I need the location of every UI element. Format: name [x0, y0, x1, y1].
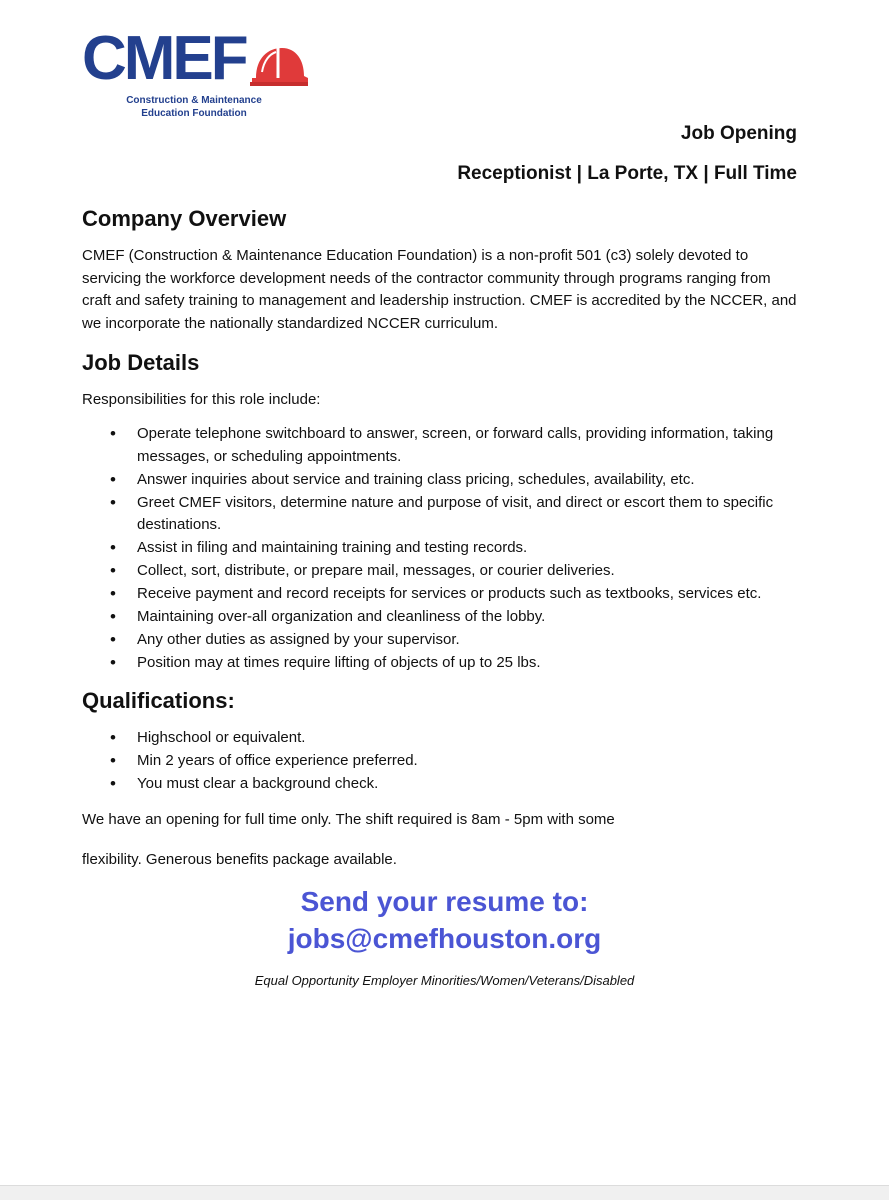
- logo-subtitle-line1: Construction & Maintenance: [126, 95, 262, 106]
- closing-text-line2: flexibility. Generous benefits package available.: [82, 851, 397, 868]
- job-opening-label: Job Opening: [680, 123, 797, 144]
- overview-text: CMEF (Construction & Maintenance Education Foundation) is a non-profit 501 (c3) solely devoted to servicing the workforce development needs of the contractor community through programs ranging from craft and safety training to management and leadership instruction. CMEF is accredited by the NCCER, and we incorporate the nationally standardized NCCER curriculum.: [82, 247, 797, 332]
- qualifications-heading: Qualifications:: [82, 687, 235, 713]
- overview-heading: Company Overview: [82, 206, 287, 231]
- apply-callout: [0, 883, 889, 957]
- job-title: Receptionist | La Porte, TX | Full Time: [457, 163, 797, 184]
- list-item: • Operate telephone switchboard to answer, screen, or forward calls, providing information, taking messages, or scheduling appointments.: [137, 423, 798, 468]
- qualifications-list: [82, 727, 798, 796]
- job-details-heading: Job Details: [82, 350, 200, 375]
- list-item: • Min 2 years of office experience preferred.: [137, 750, 798, 773]
- closing-text-line1: We have an opening for full time only. The shift required is 8am - 5pm with some: [82, 811, 615, 828]
- apply-heading: Send your resume to:: [300, 886, 589, 917]
- page-bottom-edge: [0, 1185, 889, 1200]
- list-item: • Maintaining over-all organization and cleanliness of the lobby.: [137, 606, 798, 629]
- list-item: • Assist in filing and maintaining training and testing records.: [137, 537, 798, 560]
- responsibilities-intro: Responsibilities for this role include:: [82, 391, 321, 408]
- list-item: • Highschool or equivalent.: [137, 727, 798, 750]
- list-item: • Collect, sort, distribute, or prepare mail, messages, or courier deliveries.: [137, 560, 798, 583]
- list-item: • Any other duties as assigned by your supervisor.: [137, 629, 798, 652]
- logo-subtitle: [104, 94, 284, 120]
- list-item: • Answer inquiries about service and training class pricing, schedules, availability, etc.: [137, 469, 798, 492]
- responsibilities-list: [82, 423, 798, 675]
- hard-hat-icon: [250, 42, 308, 92]
- apply-email-link[interactable]: jobs@cmefhouston.org: [287, 923, 602, 954]
- equal-opportunity-statement: Equal Opportunity Employer Minorities/Women/Veterans/Disabled: [254, 973, 635, 988]
- cmef-logo: [82, 24, 322, 123]
- logo-letters: CMEF: [82, 24, 246, 93]
- list-item: • Position may at times require lifting of objects of up to 25 lbs.: [137, 652, 798, 675]
- list-item: • You must clear a background check.: [137, 773, 798, 796]
- list-item: • Receive payment and record receipts for services or products such as textbooks, services etc.: [137, 583, 798, 606]
- document-body: [82, 205, 798, 871]
- list-item: • Greet CMEF visitors, determine nature and purpose of visit, and direct or escort them to specific destinations.: [137, 492, 798, 537]
- logo-subtitle-line2: Education Foundation: [141, 108, 247, 119]
